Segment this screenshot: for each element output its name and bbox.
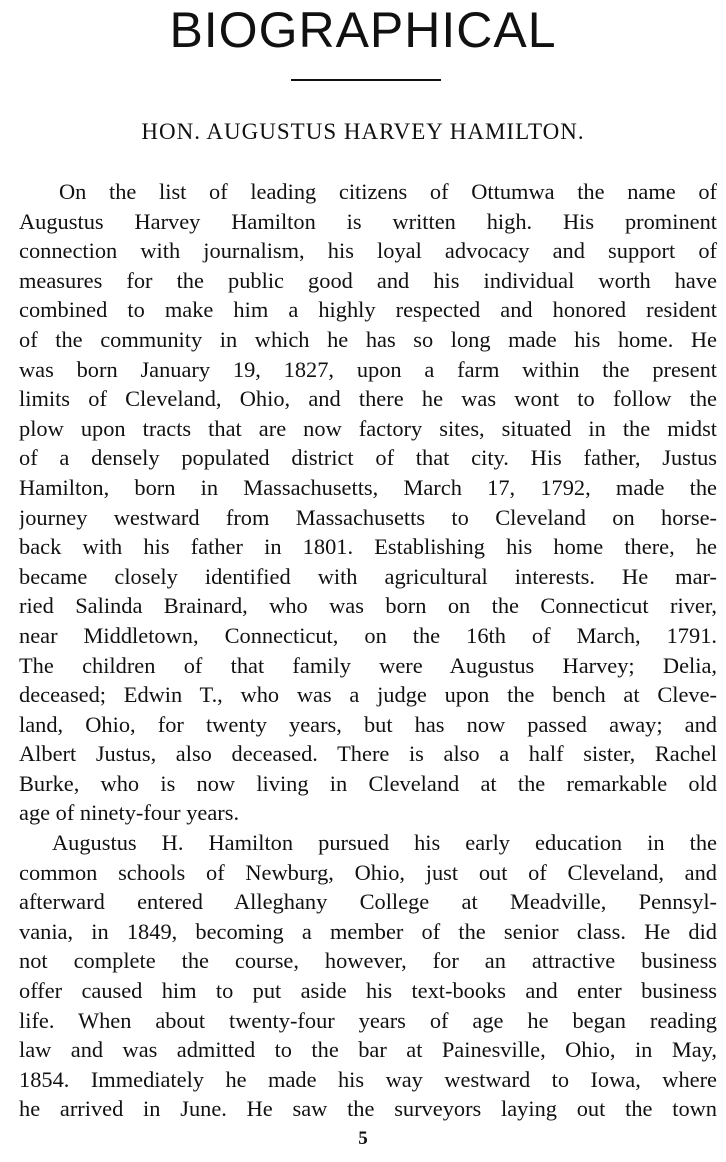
text-line: not complete the course, however, for an attractive business bbox=[19, 948, 717, 974]
text-line: he arrived in June. He saw the surveyors laying out the town bbox=[19, 1096, 717, 1122]
text-line: On the list of leading citizens of Ottumwa the name of bbox=[59, 179, 717, 204]
text-line: Burke, who is now living in Cleveland at the remarkable old bbox=[19, 770, 717, 796]
text-line: 1854. Immediately he made his way westward to Iowa, where bbox=[19, 1066, 717, 1092]
text-line: common schools of Newburg, Ohio, just out of Cleveland, and bbox=[19, 859, 717, 885]
heading-rule bbox=[291, 79, 441, 81]
text-line: Albert Justus, also deceased. There is also a half sister, Rachel bbox=[19, 741, 717, 767]
body-text bbox=[19, 177, 717, 1124]
text-line: of the community in which he has so long made his home. He bbox=[19, 326, 717, 352]
text-line: Hamilton, born in Massachusetts, March 17, 1792, made the bbox=[19, 474, 717, 500]
text-line: connection with journalism, his loyal advocacy and support of bbox=[19, 238, 717, 264]
text-line: Augustus Harvey Hamilton is written high. His prominent bbox=[19, 208, 717, 234]
text-line: near Middletown, Connecticut, on the 16th of March, 1791. bbox=[19, 622, 717, 648]
text-line: ried Salinda Brainard, who was born on the Connecticut river, bbox=[19, 593, 717, 619]
text-line: offer caused him to put aside his text-books and enter business bbox=[19, 978, 717, 1004]
text-line: became closely identified with agricultural interests. He mar- bbox=[19, 563, 717, 589]
text-line: of a densely populated district of that city. His father, Justus bbox=[19, 445, 717, 471]
section-heading: BIOGRAPHICAL bbox=[169, 2, 557, 58]
text-line: The children of that family were Augustus Harvey; Delia, bbox=[19, 652, 717, 678]
text-line: vania, in 1849, becoming a member of the senior class. He did bbox=[19, 918, 717, 944]
text-line: journey westward from Massachusetts to Cleveland on horse- bbox=[19, 504, 717, 530]
text-line: limits of Cleveland, Ohio, and there he was wont to follow the bbox=[19, 386, 717, 412]
text-line: plow upon tracts that are now factory sites, situated in the midst bbox=[19, 415, 717, 441]
text-line: deceased; Edwin T., who was a judge upon the bench at Cleve- bbox=[19, 682, 717, 708]
text-line: afterward entered Alleghany College at Meadville, Pennsyl- bbox=[19, 889, 717, 915]
text-line: measures for the public good and his individual worth have bbox=[19, 267, 717, 293]
text-line: law and was admitted to the bar at Painesville, Ohio, in May, bbox=[19, 1037, 717, 1063]
text-line: life. When about twenty-four years of age he began reading bbox=[19, 1007, 717, 1033]
text-line: land, Ohio, for twenty years, but has now passed away; and bbox=[19, 711, 717, 737]
subject-name: HON. AUGUSTUS HARVEY HAMILTON. bbox=[141, 119, 585, 144]
text-line: Augustus H. Hamilton pursued his early education in the bbox=[52, 830, 717, 856]
text-line: was born January 19, 1827, upon a farm within the present bbox=[19, 356, 717, 382]
page-number: 5 bbox=[358, 1128, 368, 1149]
text-line: combined to make him a highly respected and honored resident bbox=[19, 297, 717, 323]
text-line: back with his father in 1801. Establishing his home there, he bbox=[19, 534, 717, 560]
text-line: age of ninety-four years. bbox=[19, 800, 240, 826]
